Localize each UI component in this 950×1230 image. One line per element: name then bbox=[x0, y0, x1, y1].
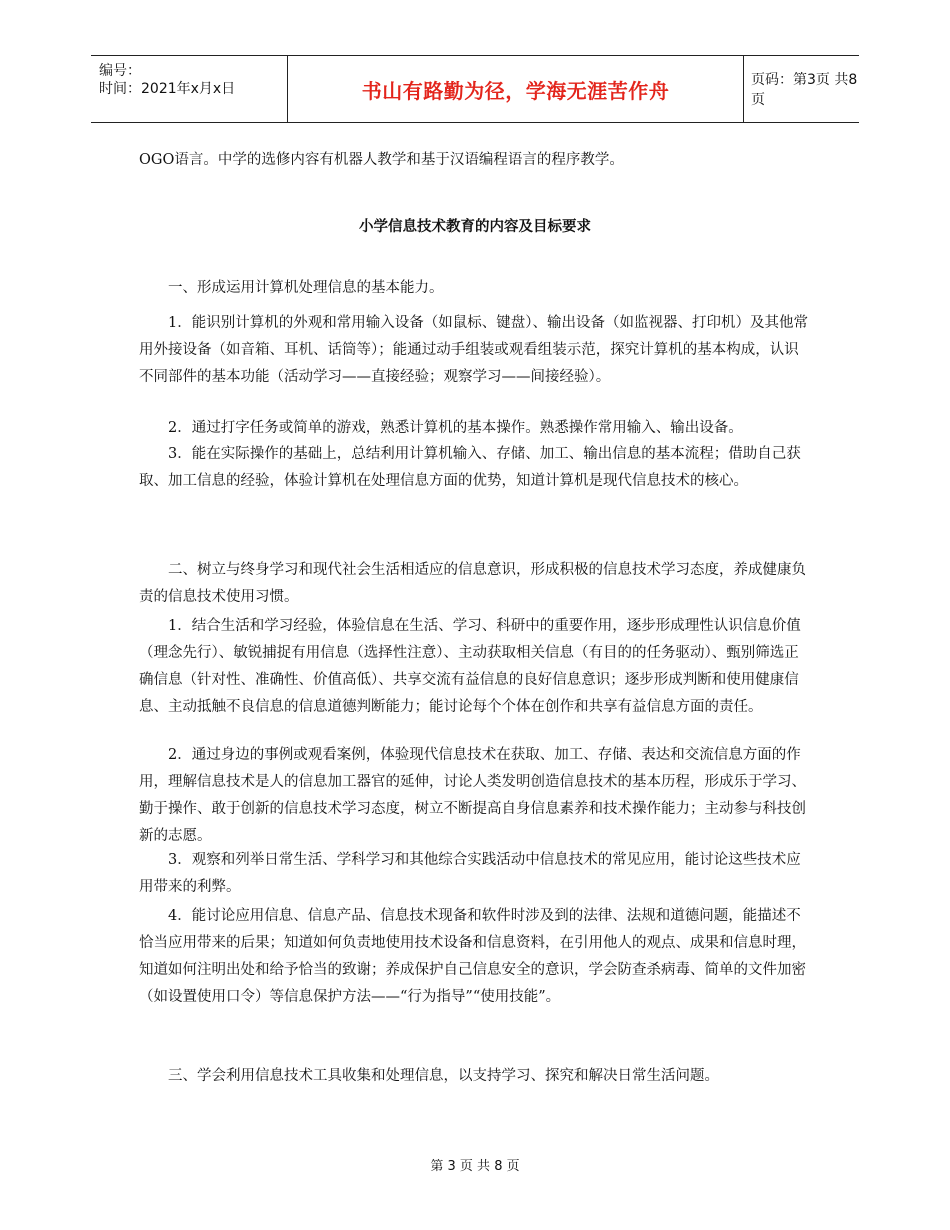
intro-line: OGO语言。中学的选修内容有机器人教学和基于汉语编程语言的程序教学。 bbox=[139, 152, 624, 168]
header-page-cell bbox=[743, 56, 859, 122]
page-footer: 第 3 页 共 8 页 bbox=[430, 1159, 520, 1174]
section-1-paragraph-1: 1．能识别计算机的外观和常用输入设备（如鼠标、键盘）、输出设备（如监视器、打印机）及其他常用外接设备（如音箱、耳机、话筒等）；能通过动手组装或观看组装示范，探究计算机的基本构成，认识不同部件的基本功能（活动学习——直接经验；观察学习——间接经验）。 bbox=[139, 315, 808, 385]
motto: 书山有路勤为径，学海无涯苦作舟 bbox=[361, 78, 670, 103]
page-header bbox=[91, 55, 859, 123]
section-2-paragraph-2: 2．通过身边的事例或观看案例，体验现代信息技术在获取、加工、存储、表达和交流信息方面的作用，理解信息技术是人的信息加工器官的延伸，讨论人类发明创造信息技术的基本历程，形成乐于学习、勤于操作、敢于创新的信息技术学习态度，树立不断提高自身信息素养和技术操作能力；主动参与科技创新的志愿。 bbox=[139, 747, 806, 844]
section-2-paragraph-3: 3．观察和列举日常生活、学科学习和其他综合实践活动中信息技术的常见应用，能讨论这些技术应用带来的利弊。 bbox=[139, 852, 801, 895]
number-label: 编号： bbox=[99, 63, 141, 79]
section-3-heading: 三、学会利用信息技术工具收集和处理信息，以支持学习、探究和解决日常生活问题。 bbox=[168, 1068, 719, 1084]
document-title: 小学信息技术教育的内容及目标要求 bbox=[359, 218, 591, 235]
section-2-heading: 二、树立与终身学习和现代社会生活相适应的信息意识，形成积极的信息技术学习态度，养成健康负责的信息技术使用习惯。 bbox=[139, 562, 806, 605]
section-1-heading: 一、形成运用计算机处理信息的基本能力。 bbox=[168, 280, 444, 296]
header-page-info: 页码：第3页 共8页 bbox=[751, 72, 858, 108]
time-label: 时间：2021年x月x日 bbox=[99, 81, 236, 97]
section-1-paragraph-3: 3．能在实际操作的基础上，总结利用计算机输入、存储、加工、输出信息的基本流程；借助自己获取、加工信息的经验，体验计算机在处理信息方面的优势，知道计算机是现代信息技术的核心。 bbox=[139, 446, 801, 489]
section-2-paragraph-4: 4．能讨论应用信息、信息产品、信息技术现备和软件时涉及到的法律、法规和道德问题，能描述不恰当应用带来的后果；知道如何负责地使用技术设备和信息资料，在引用他人的观点、成果和信息时理，知道如何注明出处和给予恰当的致谢；养成保护自己信息安全的意识，学会防查杀病毒、简单的文件加密（如设置使用口令）等信息保护方法——“行为指导”“使用技能”。 bbox=[139, 908, 806, 1005]
header-motto-cell bbox=[287, 56, 744, 122]
section-2-paragraph-1: 1．结合生活和学习经验，体验信息在生活、学习、科研中的重要作用，逐步形成理性认识信息价值（理念先行）、敏锐捕捉有用信息（选择性注意）、主动获取相关信息（有目的的任务驱动）、甄别筛选正确信息（针对性、准确性、价值高低）、共享交流有益信息的良好信息意识；逐步形成判断和使用健康信息、主动抵触不良信息的信息道德判断能力；能讨论每个个体在创作和共享有益信息方面的责任。 bbox=[139, 618, 801, 715]
header-meta bbox=[91, 56, 287, 122]
section-1-paragraph-2: 2．通过打字任务或简单的游戏，熟悉计算机的基本操作。熟悉操作常用输入、输出设备。 bbox=[168, 420, 743, 436]
